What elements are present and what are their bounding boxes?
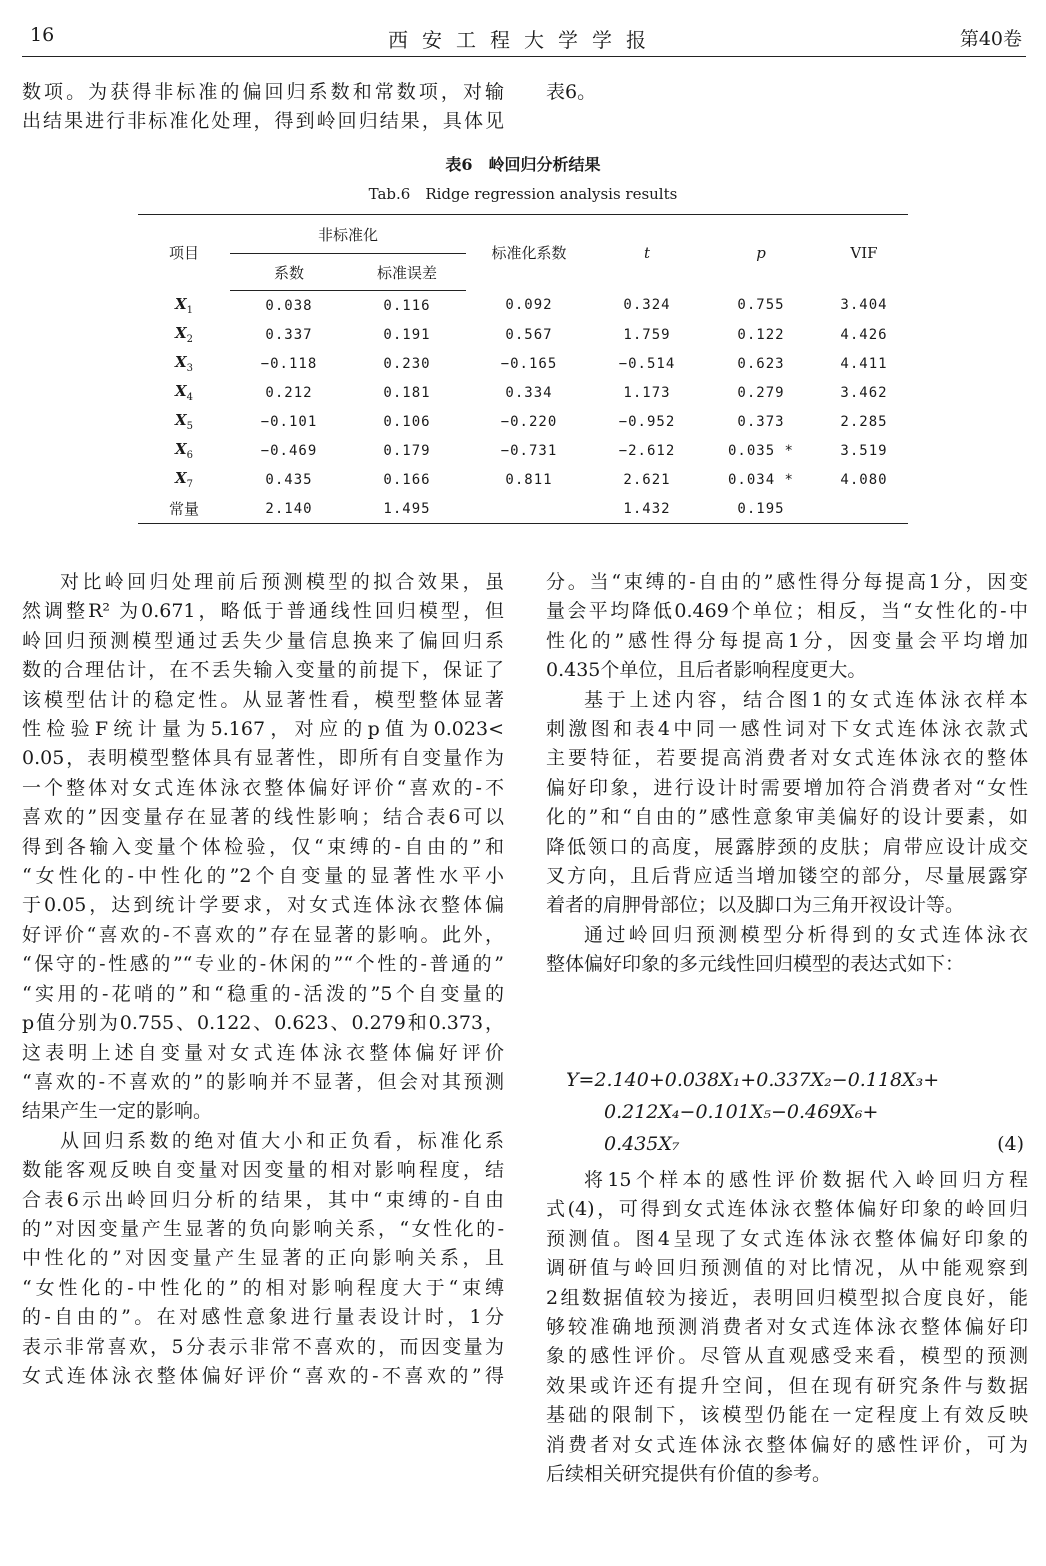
header-unstandardized: 非标准化 xyxy=(230,215,466,254)
cell-t: 1.759 xyxy=(623,326,671,343)
page-number: 16 xyxy=(30,24,55,46)
table-row xyxy=(138,291,908,321)
ridge-regression-table xyxy=(138,214,908,524)
cell-coef: −0.118 xyxy=(260,355,318,372)
cell-se: 0.179 xyxy=(383,442,431,459)
text-line: “女性化的-中性化的”的相对影响程度大于“束缚 xyxy=(22,1276,504,1299)
cell-p: 0.373 xyxy=(737,413,785,430)
text-line: 数的合理估计，在不丢失输入变量的前提下，保证了 xyxy=(22,659,504,682)
text-line: 一个整体对女式连体泳衣整体偏好评价“喜欢的-不 xyxy=(22,776,504,799)
cell-coef: −0.101 xyxy=(260,413,318,430)
table-row xyxy=(138,494,908,524)
table-row xyxy=(138,349,908,378)
equation-number: (4) xyxy=(997,1133,1024,1155)
cell-t: −0.514 xyxy=(618,355,676,372)
text-line: 偏好印象，进行设计时需要增加符合消费者对“女性 xyxy=(546,776,1028,799)
table-row xyxy=(138,320,908,349)
text-line: “保守的-性感的”“专业的-休闲的”“个性的-普通的” xyxy=(22,953,504,976)
text-line: 刺激图和表4中同一感性词对下女式连体泳衣款式 xyxy=(546,718,1028,741)
row-label: $X_3$ xyxy=(174,353,193,374)
cell-se: 0.230 xyxy=(383,355,431,372)
header-vif: VIF xyxy=(850,243,878,262)
cell-vif: 4.080 xyxy=(840,471,888,488)
text-line: 效果或许还有提升空间，但在现有研究条件与数据 xyxy=(546,1374,1028,1397)
table-row xyxy=(138,378,908,407)
header-se: 标准误差 xyxy=(348,254,466,291)
text-line: 降低领口的高度，展露脖颈的皮肤；肩带应设计成交 xyxy=(546,835,1028,858)
cell-coef: 0.212 xyxy=(265,384,313,401)
text-line: 0.05，表明模型整体具有显著性，即所有自变量作为 xyxy=(22,747,504,770)
cell-vif: 4.411 xyxy=(840,355,888,372)
cell-std: 0.334 xyxy=(505,384,553,401)
text-line: 叉方向，且后背应适当增加镂空的部分，尽量展露穿 xyxy=(546,865,1028,888)
row-label: $X_7$ xyxy=(174,469,193,490)
equation-line-2: 0.212X₄−0.101X₅−0.469X₆+ xyxy=(604,1101,879,1123)
journal-title: 西安工程大学学报 xyxy=(388,28,660,52)
text-line: 式(4)，可得到女式连体泳衣整体偏好印象的岭回归 xyxy=(546,1198,1028,1221)
text-line: 调研值与岭回归预测值的对比情况，从中能观察到 xyxy=(546,1257,1028,1280)
cell-vif: 3.519 xyxy=(840,442,888,459)
cell-vif: 2.285 xyxy=(840,413,888,430)
text-line: 着者的肩胛骨部位；以及脚口为三角开衩设计等。 xyxy=(546,894,965,917)
text-line: 然调整R² 为0.671，略低于普通线性回归模型，但 xyxy=(22,600,504,623)
cell-coef: 0.038 xyxy=(265,297,313,314)
table-title-en: Tab.6 Ridge regression analysis results xyxy=(368,185,678,203)
cell-se: 0.116 xyxy=(383,297,431,314)
cell-p: 0.623 xyxy=(737,355,785,372)
text-line: 基础的限制下，该模型仍能在一定程度上有效反映 xyxy=(546,1404,1028,1427)
cell-t: −0.952 xyxy=(618,413,676,430)
running-header xyxy=(22,18,1026,57)
cell-t: 1.432 xyxy=(623,500,671,517)
equation-block xyxy=(546,1064,1028,1160)
text-line: 的-自由的”。在对感性意象进行量表设计时，1分 xyxy=(22,1306,504,1329)
text-line: 从回归系数的绝对值大小和正负看，标准化系 xyxy=(60,1129,504,1152)
header-t: t xyxy=(643,243,651,262)
text-line: 于0.05，达到统计学要求，对女式连体泳衣整体偏 xyxy=(22,894,504,917)
row-label: $X_6$ xyxy=(174,440,193,461)
text-line: 岭回归预测模型通过丢失少量信息换来了偏回归系 xyxy=(22,629,504,652)
text-line: 得到各输入变量个体检验，仅“束缚的-自由的”和 xyxy=(22,835,504,858)
cell-t: −2.612 xyxy=(618,442,676,459)
header-p: p xyxy=(756,243,766,262)
text-line: p值分别为0.755、0.122、0.623、0.279和0.373， xyxy=(22,1012,504,1035)
row-label: 常量 xyxy=(168,500,199,518)
cell-se: 0.166 xyxy=(383,471,431,488)
cell-std: 0.092 xyxy=(505,297,553,314)
text-line: 量会平均降低0.469个单位；相反，当“女性化的-中 xyxy=(546,600,1028,623)
cell-std: −0.165 xyxy=(500,355,558,372)
text-line: “女性化的-中性化的”2个自变量的显著性水平小 xyxy=(22,865,504,888)
cell-coef: 0.435 xyxy=(265,471,313,488)
row-label: $X_4$ xyxy=(174,382,193,403)
text-line: 女式连体泳衣整体偏好评价“喜欢的-不喜欢的”得 xyxy=(22,1364,504,1387)
table-body xyxy=(138,291,908,524)
cell-p: 0.755 xyxy=(737,297,785,314)
cell-p: 0.122 xyxy=(737,326,785,343)
text-line: 结果产生一定的影响。 xyxy=(22,1100,213,1123)
top-left-text xyxy=(22,78,504,137)
cell-t: 1.173 xyxy=(623,384,671,401)
cell-std: −0.220 xyxy=(500,413,558,430)
cell-p: 0.195 xyxy=(737,500,785,517)
text-line: 对比岭回归处理前后预测模型的拟合效果，虽 xyxy=(60,571,504,593)
text-line: 表6。 xyxy=(546,81,597,103)
text-line: 分。当“束缚的-自由的”感性得分每提高1分，因变 xyxy=(546,571,1028,593)
text-line: 通过岭回归预测模型分析得到的女式连体泳衣 xyxy=(584,923,1028,946)
text-line: 合表6示出岭回归分析的结果，其中“束缚的-自由 xyxy=(22,1188,504,1211)
cell-vif: 4.426 xyxy=(840,326,888,343)
text-line: 基于上述内容，结合图1的女式连体泳衣样本 xyxy=(584,688,1028,711)
cell-coef: 0.337 xyxy=(265,326,313,343)
text-line: 象的感性评价。尽管从直观感受来看，模型的预测 xyxy=(546,1345,1028,1368)
header-item: 项目 xyxy=(168,244,199,263)
equation-line-1: Y=2.140+0.038X₁+0.337X₂−0.118X₃+ xyxy=(566,1069,940,1091)
text-line: 该模型估计的稳定性。从显著性看，模型整体显著 xyxy=(22,688,504,711)
text-line: 将15个样本的感性评价数据代入岭回归方程 xyxy=(584,1169,1028,1191)
row-label: $X_5$ xyxy=(174,411,193,432)
table-title-zh: 表6 岭回归分析结果 xyxy=(445,155,601,174)
cell-vif: 3.404 xyxy=(840,297,888,314)
top-right-text xyxy=(546,78,1028,107)
header-coef: 系数 xyxy=(230,254,348,291)
text-line: 整体偏好印象的多元线性回归模型的表达式如下： xyxy=(546,953,965,976)
text-line: 后续相关研究提供有价值的参考。 xyxy=(546,1463,832,1486)
text-line: 表示非常喜欢，5分表示非常不喜欢的，而因变量为 xyxy=(22,1335,504,1358)
row-label: $X_2$ xyxy=(174,324,193,345)
text-line: 好评价“喜欢的-不喜欢的”存在显著的影响。此外， xyxy=(22,923,504,946)
text-line: 预测值。图4呈现了女式连体泳衣整体偏好印象的 xyxy=(546,1227,1028,1250)
table-row xyxy=(138,407,908,436)
text-line: 化的”和“自由的”感性意象审美偏好的设计要素，如 xyxy=(546,806,1028,829)
right-column-text-a xyxy=(546,568,1028,980)
cell-p: 0.035 * xyxy=(727,442,794,459)
cell-vif xyxy=(820,494,908,524)
text-line: 出结果进行非标准化处理，得到岭回归结果，具体见 xyxy=(22,110,504,133)
text-line: 的”对因变量产生显著的负向影响关系，“女性化的- xyxy=(22,1217,504,1240)
equation-line-3: 0.435X₇ xyxy=(604,1133,680,1155)
right-column-text-b xyxy=(546,1166,1028,1489)
volume-label: 第40卷 xyxy=(959,28,1022,50)
text-line: 这表明上述自变量对女式连体泳衣整体偏好评价 xyxy=(22,1041,504,1064)
text-line: “喜欢的-不喜欢的”的影响并不显著，但会对其预测 xyxy=(22,1070,504,1093)
cell-se: 0.191 xyxy=(383,326,431,343)
left-column-text xyxy=(22,568,504,1391)
cell-std: −0.731 xyxy=(500,442,558,459)
text-line: 性检验F统计量为5.167，对应的p值为0.023< xyxy=(22,718,504,741)
text-line: 够较准确地预测消费者对女式连体泳衣整体偏好印 xyxy=(546,1316,1028,1339)
cell-vif: 3.462 xyxy=(840,384,888,401)
cell-se: 1.495 xyxy=(383,500,431,517)
cell-t: 0.324 xyxy=(623,297,671,314)
table-row xyxy=(138,436,908,465)
text-line: 中性化的”对因变量产生显著的正向影响关系，且 xyxy=(22,1247,504,1270)
cell-coef: 2.140 xyxy=(265,500,313,517)
text-line: 数能客观反映自变量对因变量的相对影响程度，结 xyxy=(22,1159,504,1182)
text-line: 数项。为获得非标准的偏回归系数和常数项，对输 xyxy=(22,81,504,103)
cell-coef: −0.469 xyxy=(260,442,318,459)
cell-p: 0.034 * xyxy=(727,471,794,488)
text-line: “实用的-花哨的”和“稳重的-活泼的”5个自变量的 xyxy=(22,982,504,1005)
table-row xyxy=(138,465,908,494)
cell-std xyxy=(466,494,592,524)
header-standardized: 标准化系数 xyxy=(491,244,567,263)
row-label: $X_1$ xyxy=(174,294,193,316)
cell-se: 0.106 xyxy=(383,413,431,430)
cell-std: 0.567 xyxy=(505,326,553,343)
text-line: 性化的”感性得分每提高1分，因变量会平均增加 xyxy=(546,629,1028,652)
text-line: 2组数据值较为接近，表明回归模型拟合度良好，能 xyxy=(546,1286,1028,1309)
cell-se: 0.181 xyxy=(383,384,431,401)
cell-std: 0.811 xyxy=(505,471,553,488)
cell-t: 2.621 xyxy=(623,471,671,488)
cell-p: 0.279 xyxy=(737,384,785,401)
text-line: 0.435个单位，且后者影响程度更大。 xyxy=(546,659,867,682)
text-line: 消费者对女式连体泳衣整体偏好的感性评价，可为 xyxy=(546,1433,1028,1456)
text-line: 主要特征，若要提高消费者对女式连体泳衣的整体 xyxy=(546,747,1028,770)
text-line: 喜欢的”因变量存在显著的线性影响；结合表6可以 xyxy=(22,806,504,829)
